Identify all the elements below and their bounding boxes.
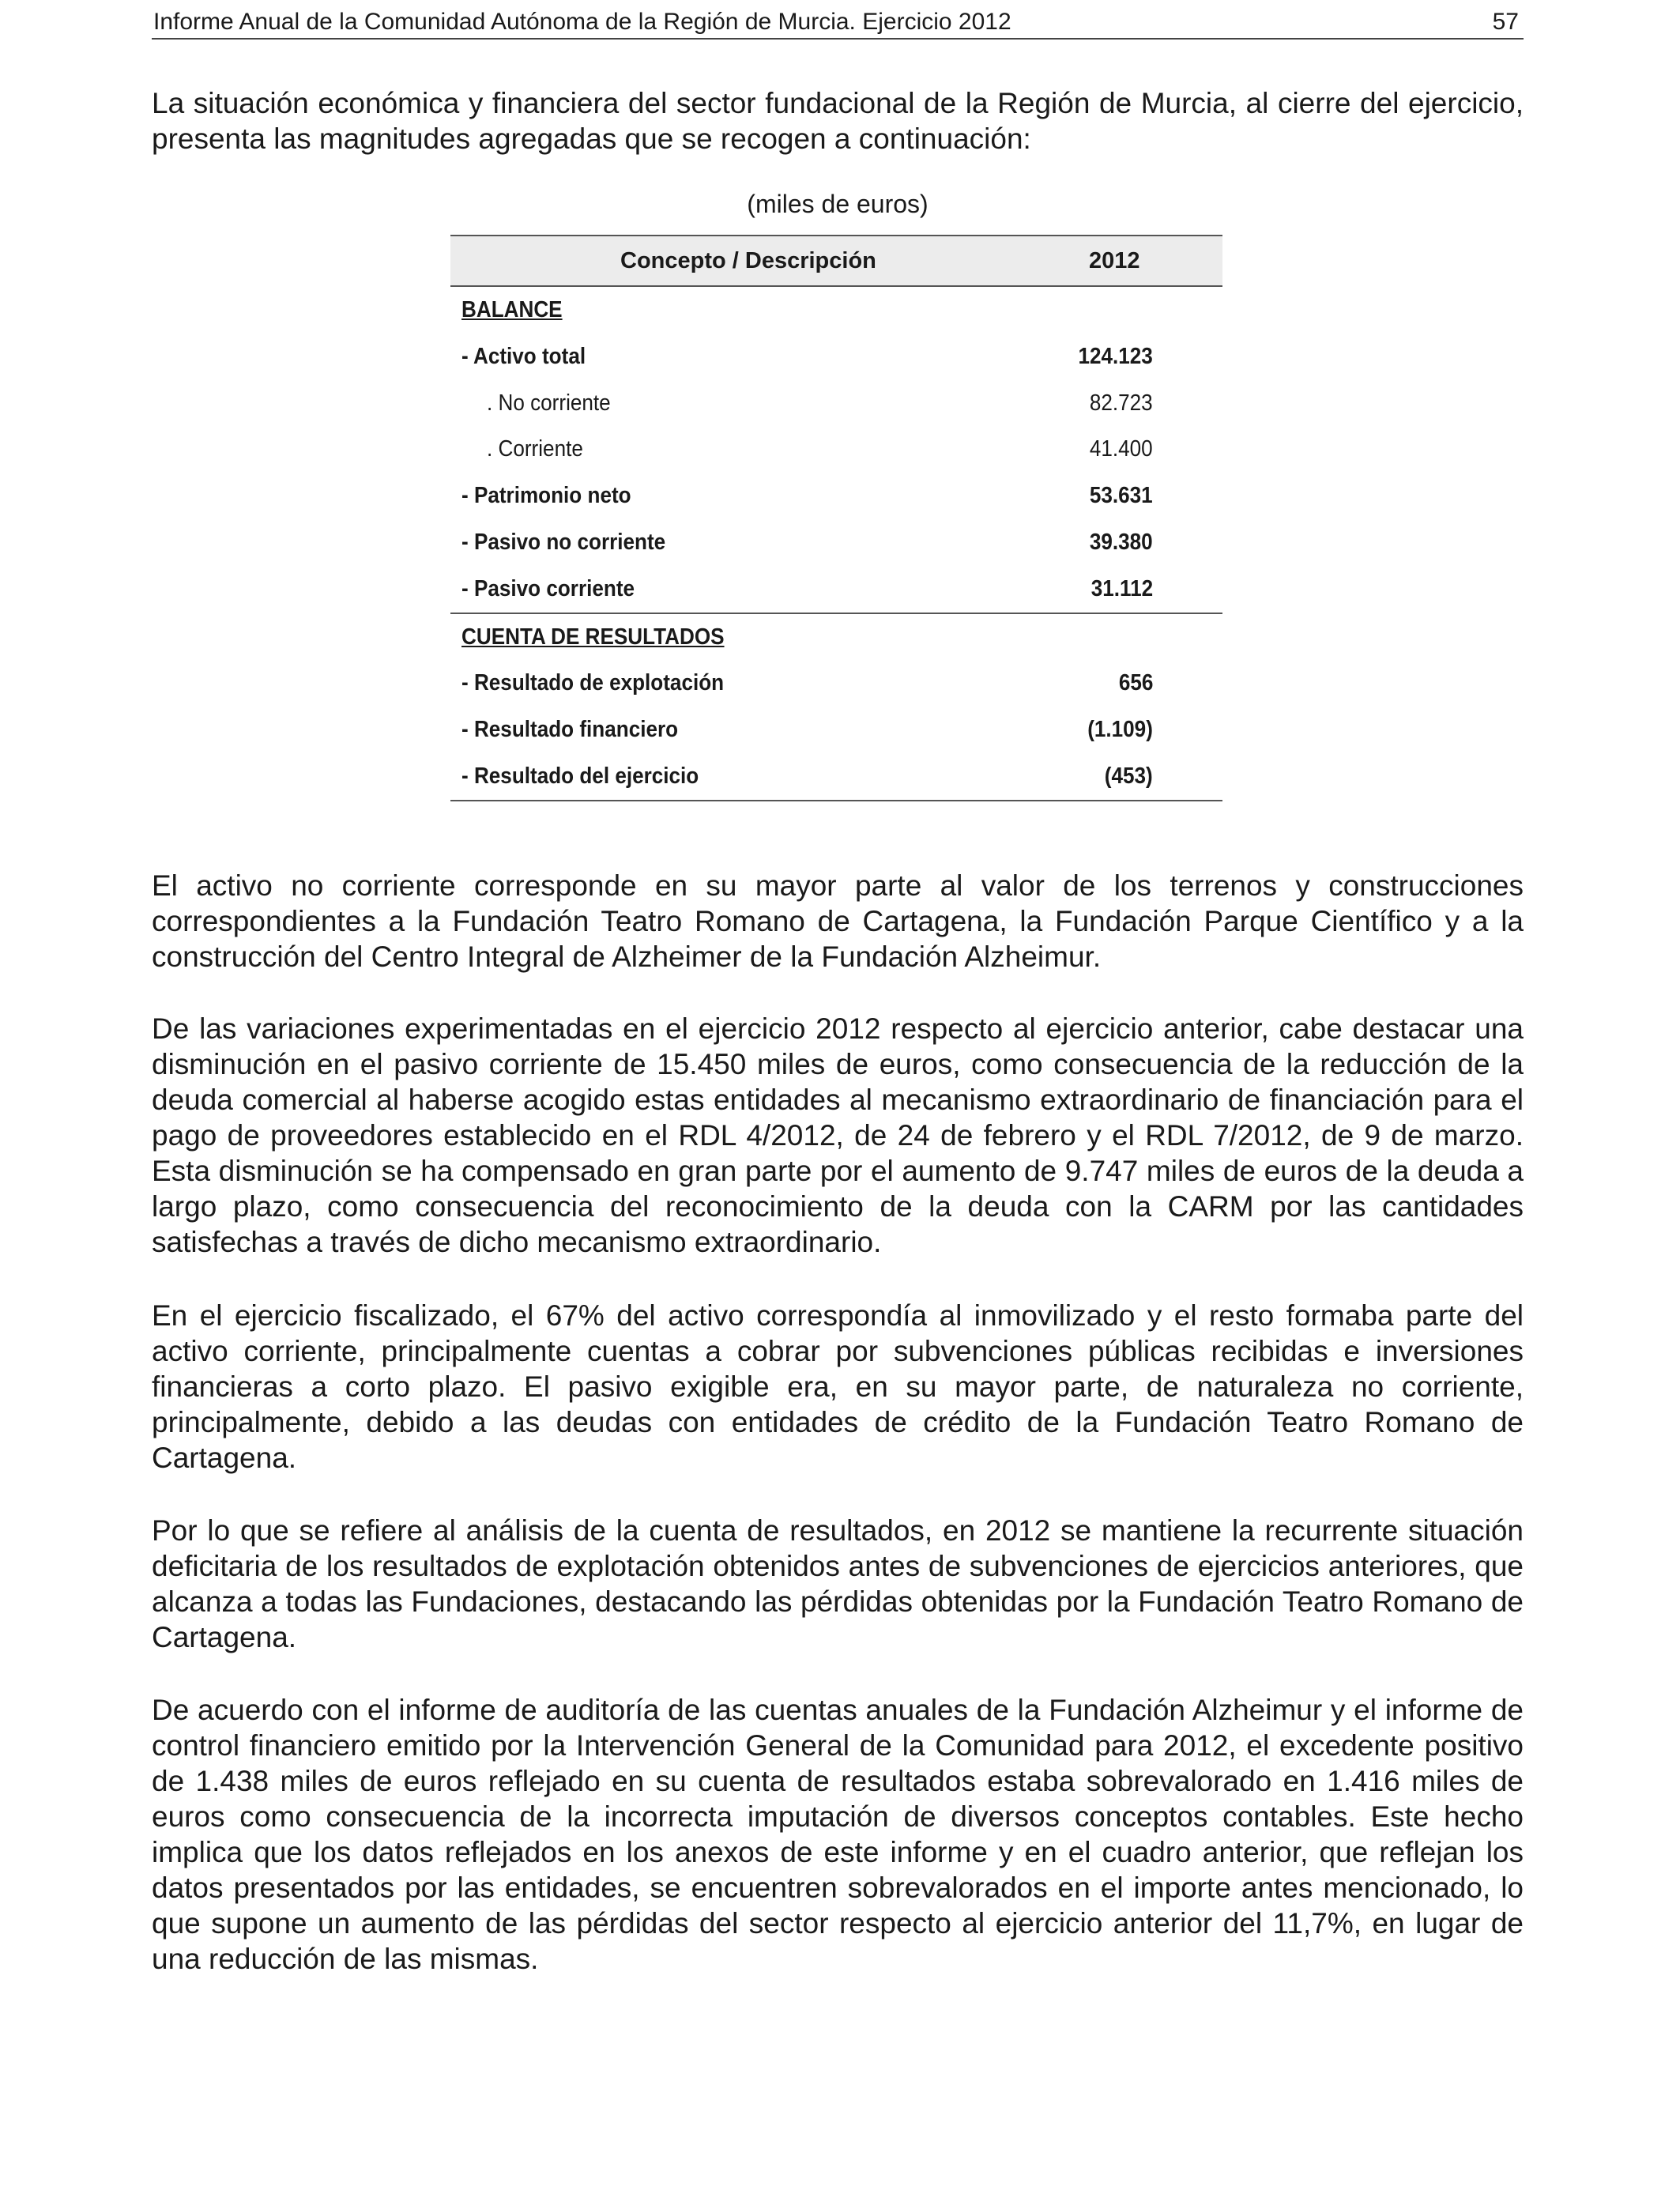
column-header-concept: Concepto / Descripción [620,248,876,273]
table-row [450,380,1222,427]
row-value: (1.109) [1087,717,1153,743]
page-header [152,6,1524,40]
row-value: 53.631 [1090,483,1153,509]
row-label: - Pasivo corriente [461,575,635,601]
row-label: - Pasivo no corriente [461,529,666,555]
row-label: - Resultado del ejercicio [461,763,699,789]
page-number: 57 [1492,9,1519,35]
table-row [450,707,1222,753]
header-title: Informe Anual de la Comunidad Autónoma de la Región de Murcia. Ejercicio 2012 [153,9,1011,35]
section-label: BALANCE [461,297,563,322]
row-value: 82.723 [1090,390,1153,416]
row-value: (453) [1105,763,1153,789]
row-label: - Resultado de explotación [461,670,725,696]
row-value: 41.400 [1090,436,1153,462]
row-value: 124.123 [1078,343,1153,369]
body-paragraph: De acuerdo con el informe de auditoría de las cuentas anuales de la Fundación Alzheimur y el informe de control financiero emitido por la Intervención General de la Comunidad para 2012, el excedente positivo de 1.438 miles de euros reflejado en su cuenta de resultados estaba sobrevalorado en 1.416 miles de euros como consecuencia de la incorrecta imputación de diversos conceptos contables. Este hecho implica que los datos reflejados en los anexos de este informe y en el cuadro anterior, que reflejan los datos presentados por las entidades, se encuentren sobrevalorados en el importe antes mencionado, lo que supone un aumento de las pérdidas del sector respecto al ejercicio anterior del 11,7%, en lugar de una reducción de las mismas. [152,1694,1524,1975]
row-value: 656 [1118,670,1153,696]
table-row [450,566,1222,614]
table-row [450,753,1222,801]
financial-summary-table [450,235,1222,801]
body-paragraph: El activo no corriente corresponde en su mayor parte al valor de los terrenos y construcciones correspondientes a la Fundación Teatro Romano de Cartagena, la Fundación Parque Científico y a la construcción del Centro Integral de Alzheimer de la Fundación Alzheimur. [152,869,1524,973]
row-value: 39.380 [1090,529,1153,555]
row-label: . No corriente [487,390,611,416]
body-paragraph: De las variaciones experimentadas en el ejercicio 2012 respecto al ejercicio anterior, cabe destacar una disminución en el pasivo corriente de 15.450 miles de euros, como consecuencia de la reducción de la deuda comercial al haberse acogido estas entidades al mecanismo extraordinario de financiación para el pago de proveedores establecido en el RDL 4/2012, de 24 de febrero y el RDL 7/2012, de 9 de marzo. Esta disminución se ha compensado en gran parte por el aumento de 9.747 miles de euros de la deuda a largo plazo, como consecuencia del reconocimiento de la deuda con la CARM por las cantidades satisfechas a través de dicho mecanismo extraordinario. [152,1012,1524,1258]
table-units-caption: (miles de euros) [747,190,929,218]
section-label: CUENTA DE RESULTADOS [461,624,725,650]
row-label: - Resultado financiero [461,717,679,743]
table-row [450,426,1222,473]
table-header-row [450,235,1222,287]
table-row [450,660,1222,707]
table-row [450,473,1222,519]
row-label: - Patrimonio neto [461,483,631,509]
body-paragraph: En el ejercicio fiscalizado, el 67% del activo correspondía al inmovilizado y el resto formaba parte del activo corriente, principalmente cuentas a cobrar por subvenciones públicas recibidas e inversiones financieras a corto plazo. El pasivo exigible era, en su mayor parte, de naturaleza no corriente, principalmente, debido a las deudas con entidades de crédito de la Fundación Teatro Romano de Cartagena. [152,1299,1524,1474]
row-label: - Activo total [461,343,586,369]
body-paragraph: Por lo que se refiere al análisis de la cuenta de resultados, en 2012 se mantiene la recurrente situación deficitaria de los resultados de explotación obtenidos antes de subvenciones de ejercicios anteriores, que alcanza a todas las Fundaciones, destacando las pérdidas obtenidas por la Fundación Teatro Romano de Cartagena. [152,1514,1524,1653]
column-header-year: 2012 [1089,248,1140,273]
table-row [450,519,1222,566]
table-row [450,334,1222,380]
intro-paragraph: La situación económica y financiera del sector fundacional de la Región de Murcia, al cierre del ejercicio, presenta las magnitudes agregadas que se recogen a continuación: [152,87,1524,155]
table-row-section-balance [450,287,1222,334]
table-row-section-results [450,614,1222,661]
row-label: . Corriente [487,436,583,462]
row-value: 31.112 [1090,575,1153,601]
